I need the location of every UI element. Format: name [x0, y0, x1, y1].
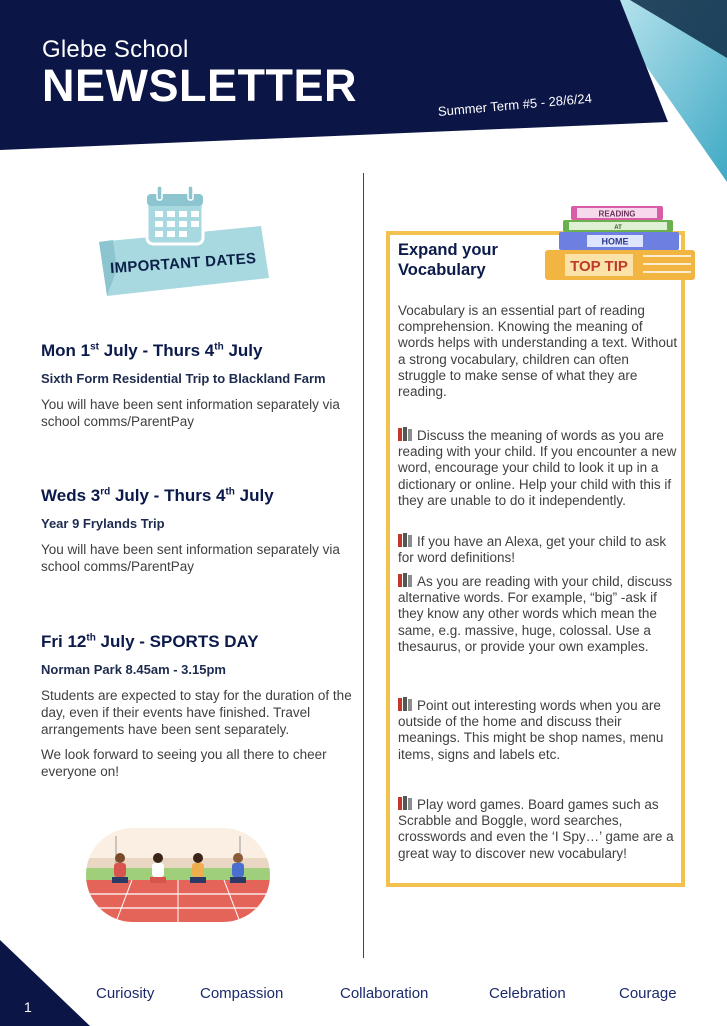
event-heading: Weds 3rd July - Thurs 4th July: [41, 486, 274, 505]
tip-item: [398, 796, 680, 862]
tip-text: Point out interesting words when you are outside of the home and discuss their meanings. This might be shop names, menu items, signs and labels etc.: [398, 698, 664, 762]
tip-text: Play word games. Board games such as Scrabble and Boggle, word searches, crosswords and even the ‘I Spy…’ game are a great way to discover new vocabulary!: [398, 797, 674, 861]
page-number: 1: [24, 999, 32, 1015]
event-body: You will have been sent information separately via school comms/ParentPay: [41, 397, 340, 429]
event-subtitle: Year 9 Frylands Trip: [41, 516, 165, 531]
books-icon: [398, 533, 415, 547]
books-label-reading: READING: [598, 209, 636, 219]
books-label-top-tip: TOP TIP: [570, 258, 628, 275]
event-body: You will have been sent information separately via school comms/ParentPay: [41, 542, 340, 574]
term-date: Summer Term #5 - 28/6/24: [437, 90, 593, 119]
vocabulary-intro: Vocabulary is an essential part of reading comprehension. Knowing the meaning of words helps with understanding a text. Without a strong vocabulary, children can often struggle to make sense of what they are reading.: [398, 303, 678, 400]
tip-item: [398, 533, 680, 566]
tip-text: As you are reading with your child, discuss alternative words. For example, “big” -ask if they know any other words which mean the same, e.g. massive, huge, colossal. Use a thesaurus, or provide your own examples.: [398, 574, 673, 654]
sports-day-illustration: [86, 828, 270, 922]
vocabulary-title: Expand your Vocabulary: [398, 241, 498, 279]
tip-item: [398, 573, 680, 655]
event-sports-day: [41, 632, 356, 780]
value-celebration: Celebration: [489, 985, 566, 1002]
books-label-home: HOME: [601, 236, 629, 247]
event-subtitle: Norman Park 8.45am - 3.15pm: [41, 662, 226, 677]
event-heading: Fri 12th July - SPORTS DAY: [41, 632, 259, 651]
important-dates-badge: IMPORTANT DATES: [109, 249, 257, 278]
event-frylands-trip: [41, 486, 356, 575]
value-courage: Courage: [619, 985, 677, 1002]
books-icon: [398, 796, 415, 810]
books-label-at: AT: [614, 225, 622, 231]
books-icon: [398, 427, 415, 441]
tip-text: If you have an Alexa, get your child to ask for word definitions!: [398, 534, 667, 566]
event-body: We look forward to seeing you all there to cheer everyone on!: [41, 747, 327, 779]
event-subtitle: Sixth Form Residential Trip to Blackland Farm: [41, 371, 326, 386]
value-collaboration: Collaboration: [340, 985, 429, 1002]
books-top-tip-illustration: [543, 204, 698, 284]
calendar-icon: [93, 180, 273, 310]
school-name: Glebe School: [42, 36, 189, 63]
books-icon: [398, 697, 415, 711]
event-heading: Mon 1st July - Thurs 4th July: [41, 341, 263, 360]
footer-corner-shape: [0, 940, 90, 1026]
value-curiosity: Curiosity: [96, 985, 155, 1002]
tip-item: [398, 427, 680, 509]
event-body: Students are expected to stay for the duration of the day, even if their events have finished. Travel arrangements have been sent separately.: [41, 688, 352, 737]
value-compassion: Compassion: [200, 985, 284, 1002]
tip-text: Discuss the meaning of words as you are reading with your child. If you encounter a new word, encourage your child to look it up in a dictionary or online. Help your child with this if they are unable to do it independently.: [398, 428, 677, 508]
newsletter-title: NEWSLETTER: [42, 60, 357, 111]
books-icon: [398, 573, 415, 587]
tip-item: [398, 697, 680, 763]
column-divider: [363, 173, 364, 958]
event-residential-trip: [41, 341, 356, 430]
